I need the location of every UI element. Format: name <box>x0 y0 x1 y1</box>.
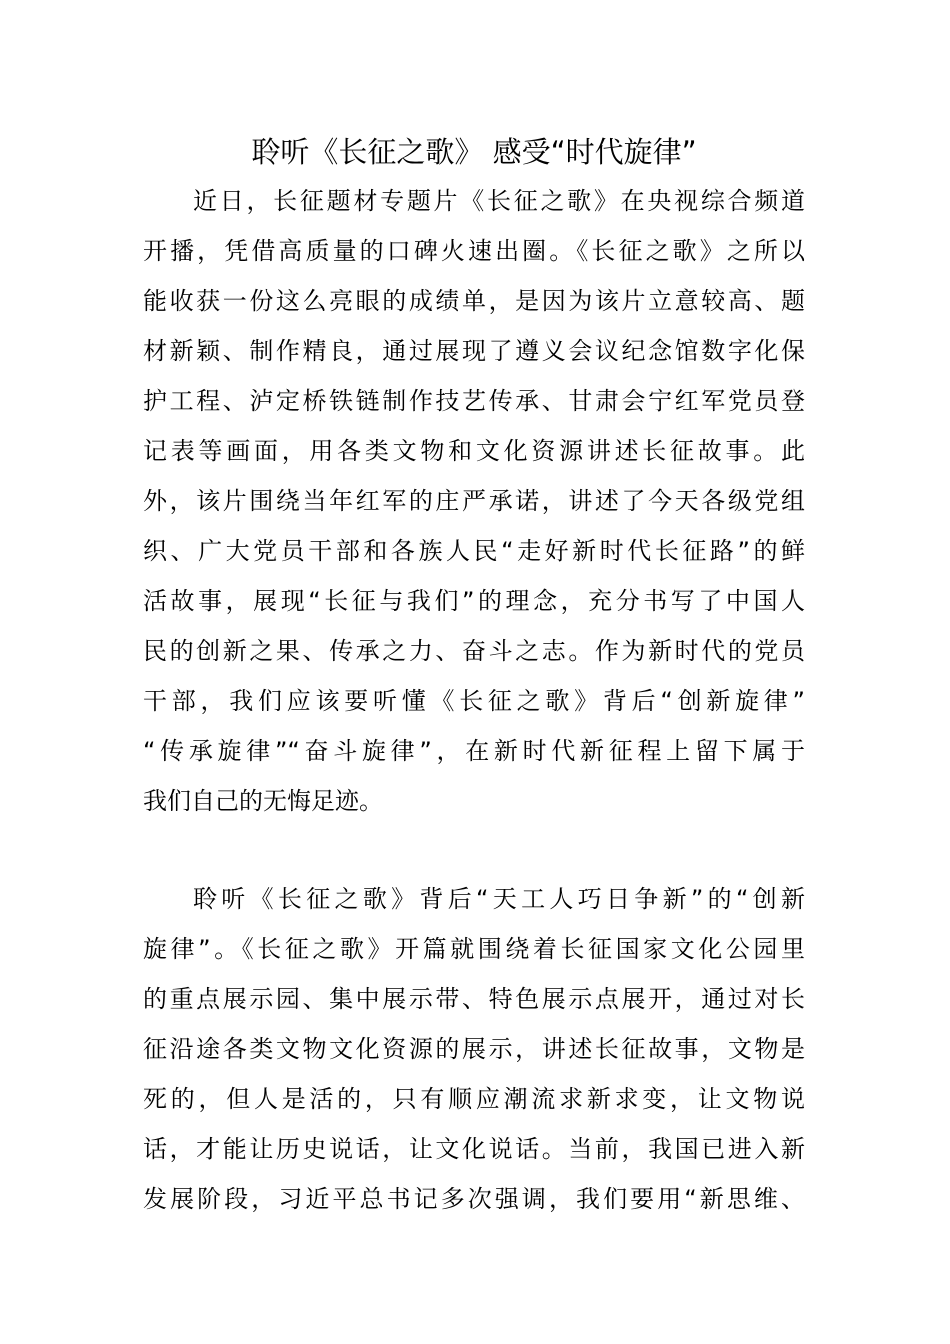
paragraph-line: 护工程、泸定桥铁链制作技艺传承、甘肃会宁红军党员登 <box>143 387 805 415</box>
paragraph-line: 活故事，展现“长征与我们”的理念，充分书写了中国人 <box>143 587 805 615</box>
paragraph-line: 记表等画面，用各类文物和文化资源讲述长征故事。此 <box>143 437 805 465</box>
paragraph-line: 的重点展示园、集中展示带、特色展示点展开，通过对长 <box>143 985 805 1013</box>
paragraph-line: 干部，我们应该要听懂《长征之歌》背后“创新旋律” <box>143 687 805 715</box>
paragraph-line: 开播，凭借高质量的口碑火速出圈。《长征之歌》之所以 <box>143 237 805 265</box>
paragraph-line: 外，该片围绕当年红军的庄严承诺，讲述了今天各级党组 <box>143 487 805 515</box>
paragraph-line: 民的创新之果、传承之力、奋斗之志。作为新时代的党员 <box>143 637 805 665</box>
paragraph-line: 材新颖、制作精良，通过展现了遵义会议纪念馆数字化保 <box>143 337 805 365</box>
paragraph-line: 征沿途各类文物文化资源的展示，讲述长征故事，文物是 <box>143 1035 805 1063</box>
paragraph-line: 我们自己的无悔足迹。 <box>143 787 383 815</box>
paragraph-line: 发展阶段，习近平总书记多次强调，我们要用“新思维、 <box>143 1185 805 1213</box>
paragraph-line: “传承旋律”“奋斗旋律”，在新时代新征程上留下属于 <box>143 737 805 765</box>
paragraph-line: 话，才能让历史说话，让文化说话。当前，我国已进入新 <box>143 1135 805 1163</box>
paragraph-line: 聆听《长征之歌》背后“天工人巧日争新”的“创新 <box>193 885 805 913</box>
paragraph-line: 旋律”。《长征之歌》开篇就围绕着长征国家文化公园里 <box>143 935 805 963</box>
paragraph-line: 织、广大党员干部和各族人民“走好新时代长征路”的鲜 <box>143 537 805 565</box>
paragraph-line: 死的，但人是活的，只有顺应潮流求新求变，让文物说 <box>143 1085 805 1113</box>
document-title: 聆听《长征之歌》 感受“时代旋律” <box>251 135 697 169</box>
paragraph-line: 近日，长征题材专题片《长征之歌》在央视综合频道 <box>193 187 805 215</box>
paragraph-line: 能收获一份这么亮眼的成绩单，是因为该片立意较高、题 <box>143 287 805 315</box>
